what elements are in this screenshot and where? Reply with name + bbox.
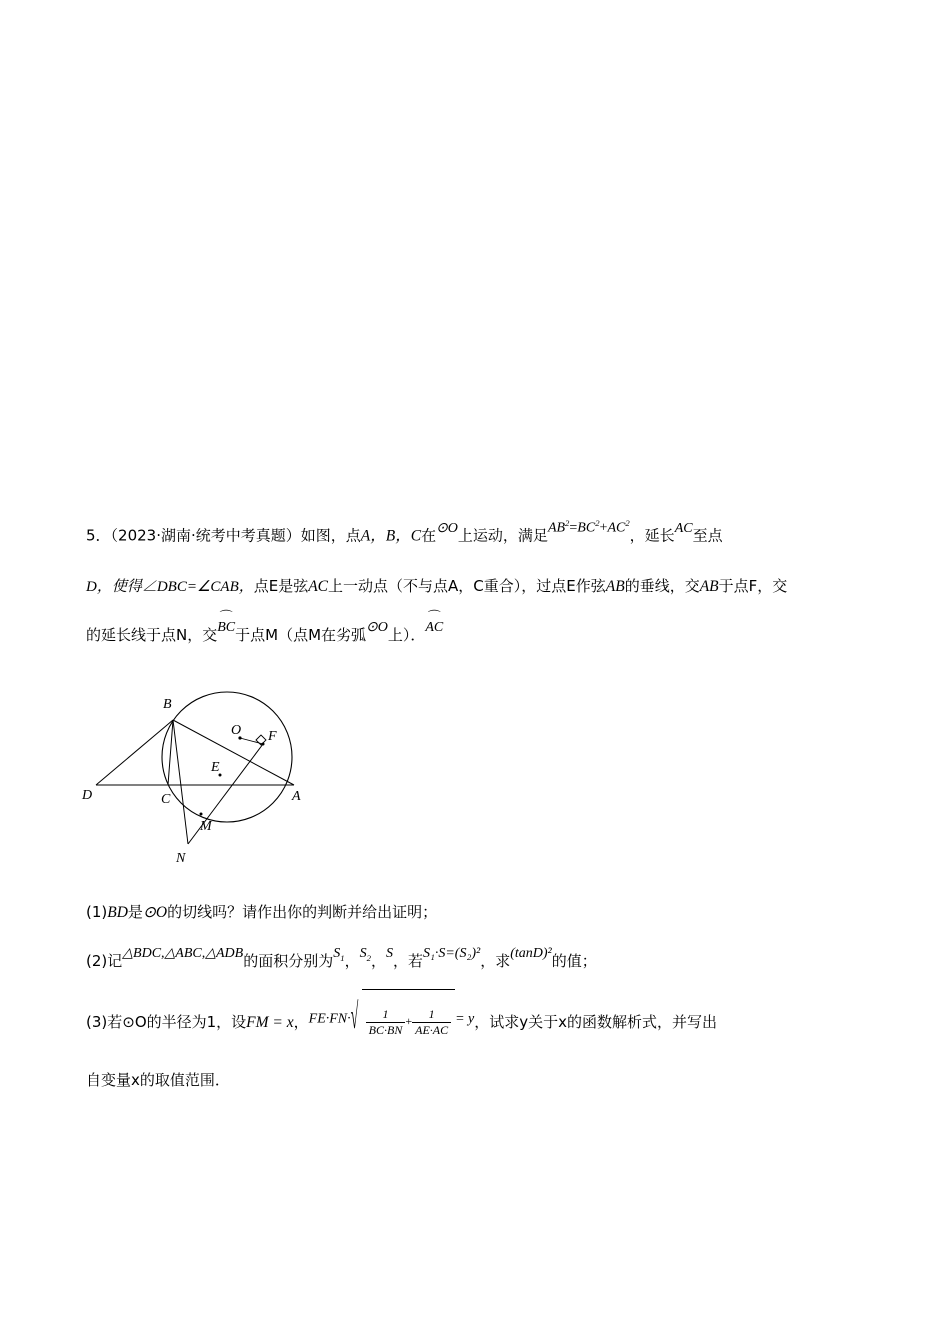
q2-tan-expression: (tanD)²	[510, 946, 552, 961]
q2-s1: $S_1$	[333, 946, 345, 963]
problem-content	[86, 510, 876, 663]
label-D: D	[82, 788, 93, 803]
q1-text-d: 的切线吗？请作出你的判断并给出证明；	[167, 903, 438, 921]
arc-bc: ⌒ BC	[217, 606, 235, 650]
problem-stem-line3	[86, 613, 876, 659]
label-M: M	[200, 819, 212, 834]
segment-ac-1: AC	[674, 520, 693, 536]
stem-text-10: 于点F，交	[718, 576, 788, 595]
circle-o-symbol-2: ⊙O	[366, 619, 388, 635]
segment-ab-2: AB	[699, 577, 719, 595]
question-2: (2)记△BDC,△ABC,△ADB的面积分别为$S_1$，$S_2$，S，若S₁·S=(S₂)²，求(tanD)²的值；	[86, 939, 876, 989]
label-B: B	[163, 697, 172, 712]
q1-bd: BD	[107, 904, 128, 921]
line-BC	[168, 720, 173, 785]
label-F: F	[268, 729, 277, 744]
q3-text-a: 若⊙O的半径为1，设	[107, 1012, 247, 1031]
questions-block	[86, 890, 876, 1107]
stem-text-1: 如图，点	[300, 526, 361, 545]
problem-number: 5．	[86, 526, 111, 545]
arc-ac: ⌒ AC	[425, 606, 443, 650]
stem-text-4: ，延长	[629, 526, 675, 545]
q3-number: (3)	[86, 1012, 108, 1031]
label-E: E	[211, 760, 220, 775]
q2-number: (2)	[86, 952, 108, 970]
q3-frac-1: √ $\frac{1}{BC\cdot BN}$	[366, 1007, 406, 1038]
q2-text-c: ，若	[392, 952, 423, 970]
circle-o-symbol-1: ⊙O	[436, 520, 458, 536]
q3-formula	[309, 989, 475, 1050]
q2-text-b: 的面积分别为	[243, 952, 334, 970]
problem-stem-line2	[86, 564, 876, 609]
q2-text-d: ，求	[480, 952, 511, 970]
stem-text-3: 上运动，满足	[457, 526, 548, 545]
stem-text-5: 至点	[692, 526, 723, 545]
circle-geometry-svg	[60, 672, 400, 872]
question-1	[86, 890, 876, 935]
label-N: N	[176, 851, 186, 866]
stem-text-6: D，使得∠DBC=∠CAB，	[86, 578, 254, 595]
q2-text-e: 的值；	[551, 952, 597, 970]
label-C: C	[161, 792, 171, 807]
q3-plus: +	[405, 1014, 413, 1029]
line-DB	[96, 720, 173, 785]
q3-formula-left: FE·FN·	[308, 1011, 351, 1027]
q2-condition: S₁·S=(S₂)²	[422, 946, 481, 961]
stem-text-2: 在	[421, 526, 437, 545]
point-M	[200, 813, 203, 816]
stem-text-13: 上）．	[387, 625, 426, 644]
problem-source: （2023·湖南·统考中考真题）	[110, 526, 301, 545]
point-F	[262, 743, 265, 746]
label-O: O	[231, 723, 242, 738]
problem-stem	[86, 510, 876, 560]
q3-formula-eq: = y	[455, 1011, 475, 1027]
q3-text-d: 自变量x的取值范围．	[86, 1071, 230, 1090]
stem-points: A，B，C	[360, 527, 422, 545]
circle-shape	[162, 692, 292, 822]
stem-text-9: 的垂线，交	[624, 576, 700, 595]
q2-text-a: 记	[107, 952, 123, 970]
stem-text-8: 上一动点（不与点A，C重合），过点E作弦	[328, 576, 606, 595]
segment-ac-2: AC	[308, 577, 329, 595]
segment-ab-1: AB	[605, 577, 625, 595]
q3-frac-2: $\frac{1}{AE\cdot AC}$	[412, 1007, 451, 1038]
question-3	[86, 993, 876, 1054]
q3-fm: FM = x	[246, 1013, 294, 1031]
q2-triangles: △BDC,△ABC,△ADB	[122, 946, 244, 961]
equation-ab2: $AB^2=BC^2+AC^2$	[547, 518, 630, 536]
q3-sqrt	[351, 989, 455, 1050]
q1-circle-o: ⊙O	[142, 904, 168, 921]
question-3-line2	[86, 1058, 876, 1103]
stem-text-11: 的延长线于点N，交	[86, 625, 218, 644]
q1-text-b: 是	[127, 903, 143, 921]
geometry-figure	[60, 672, 400, 872]
q3-text-c: ，试求y关于x的函数解析式，并写出	[474, 1012, 718, 1031]
stem-text-12: 于点M（点M在劣弧	[235, 625, 367, 644]
q3-text-b: ，	[293, 1012, 309, 1031]
line-BN	[173, 720, 188, 844]
q1-number: (1)	[86, 903, 108, 921]
stem-text-7: 点E是弦	[253, 576, 309, 595]
label-A: A	[292, 789, 301, 804]
q2-s2: $S_2$	[359, 946, 371, 963]
q2-s3: S	[385, 946, 393, 961]
